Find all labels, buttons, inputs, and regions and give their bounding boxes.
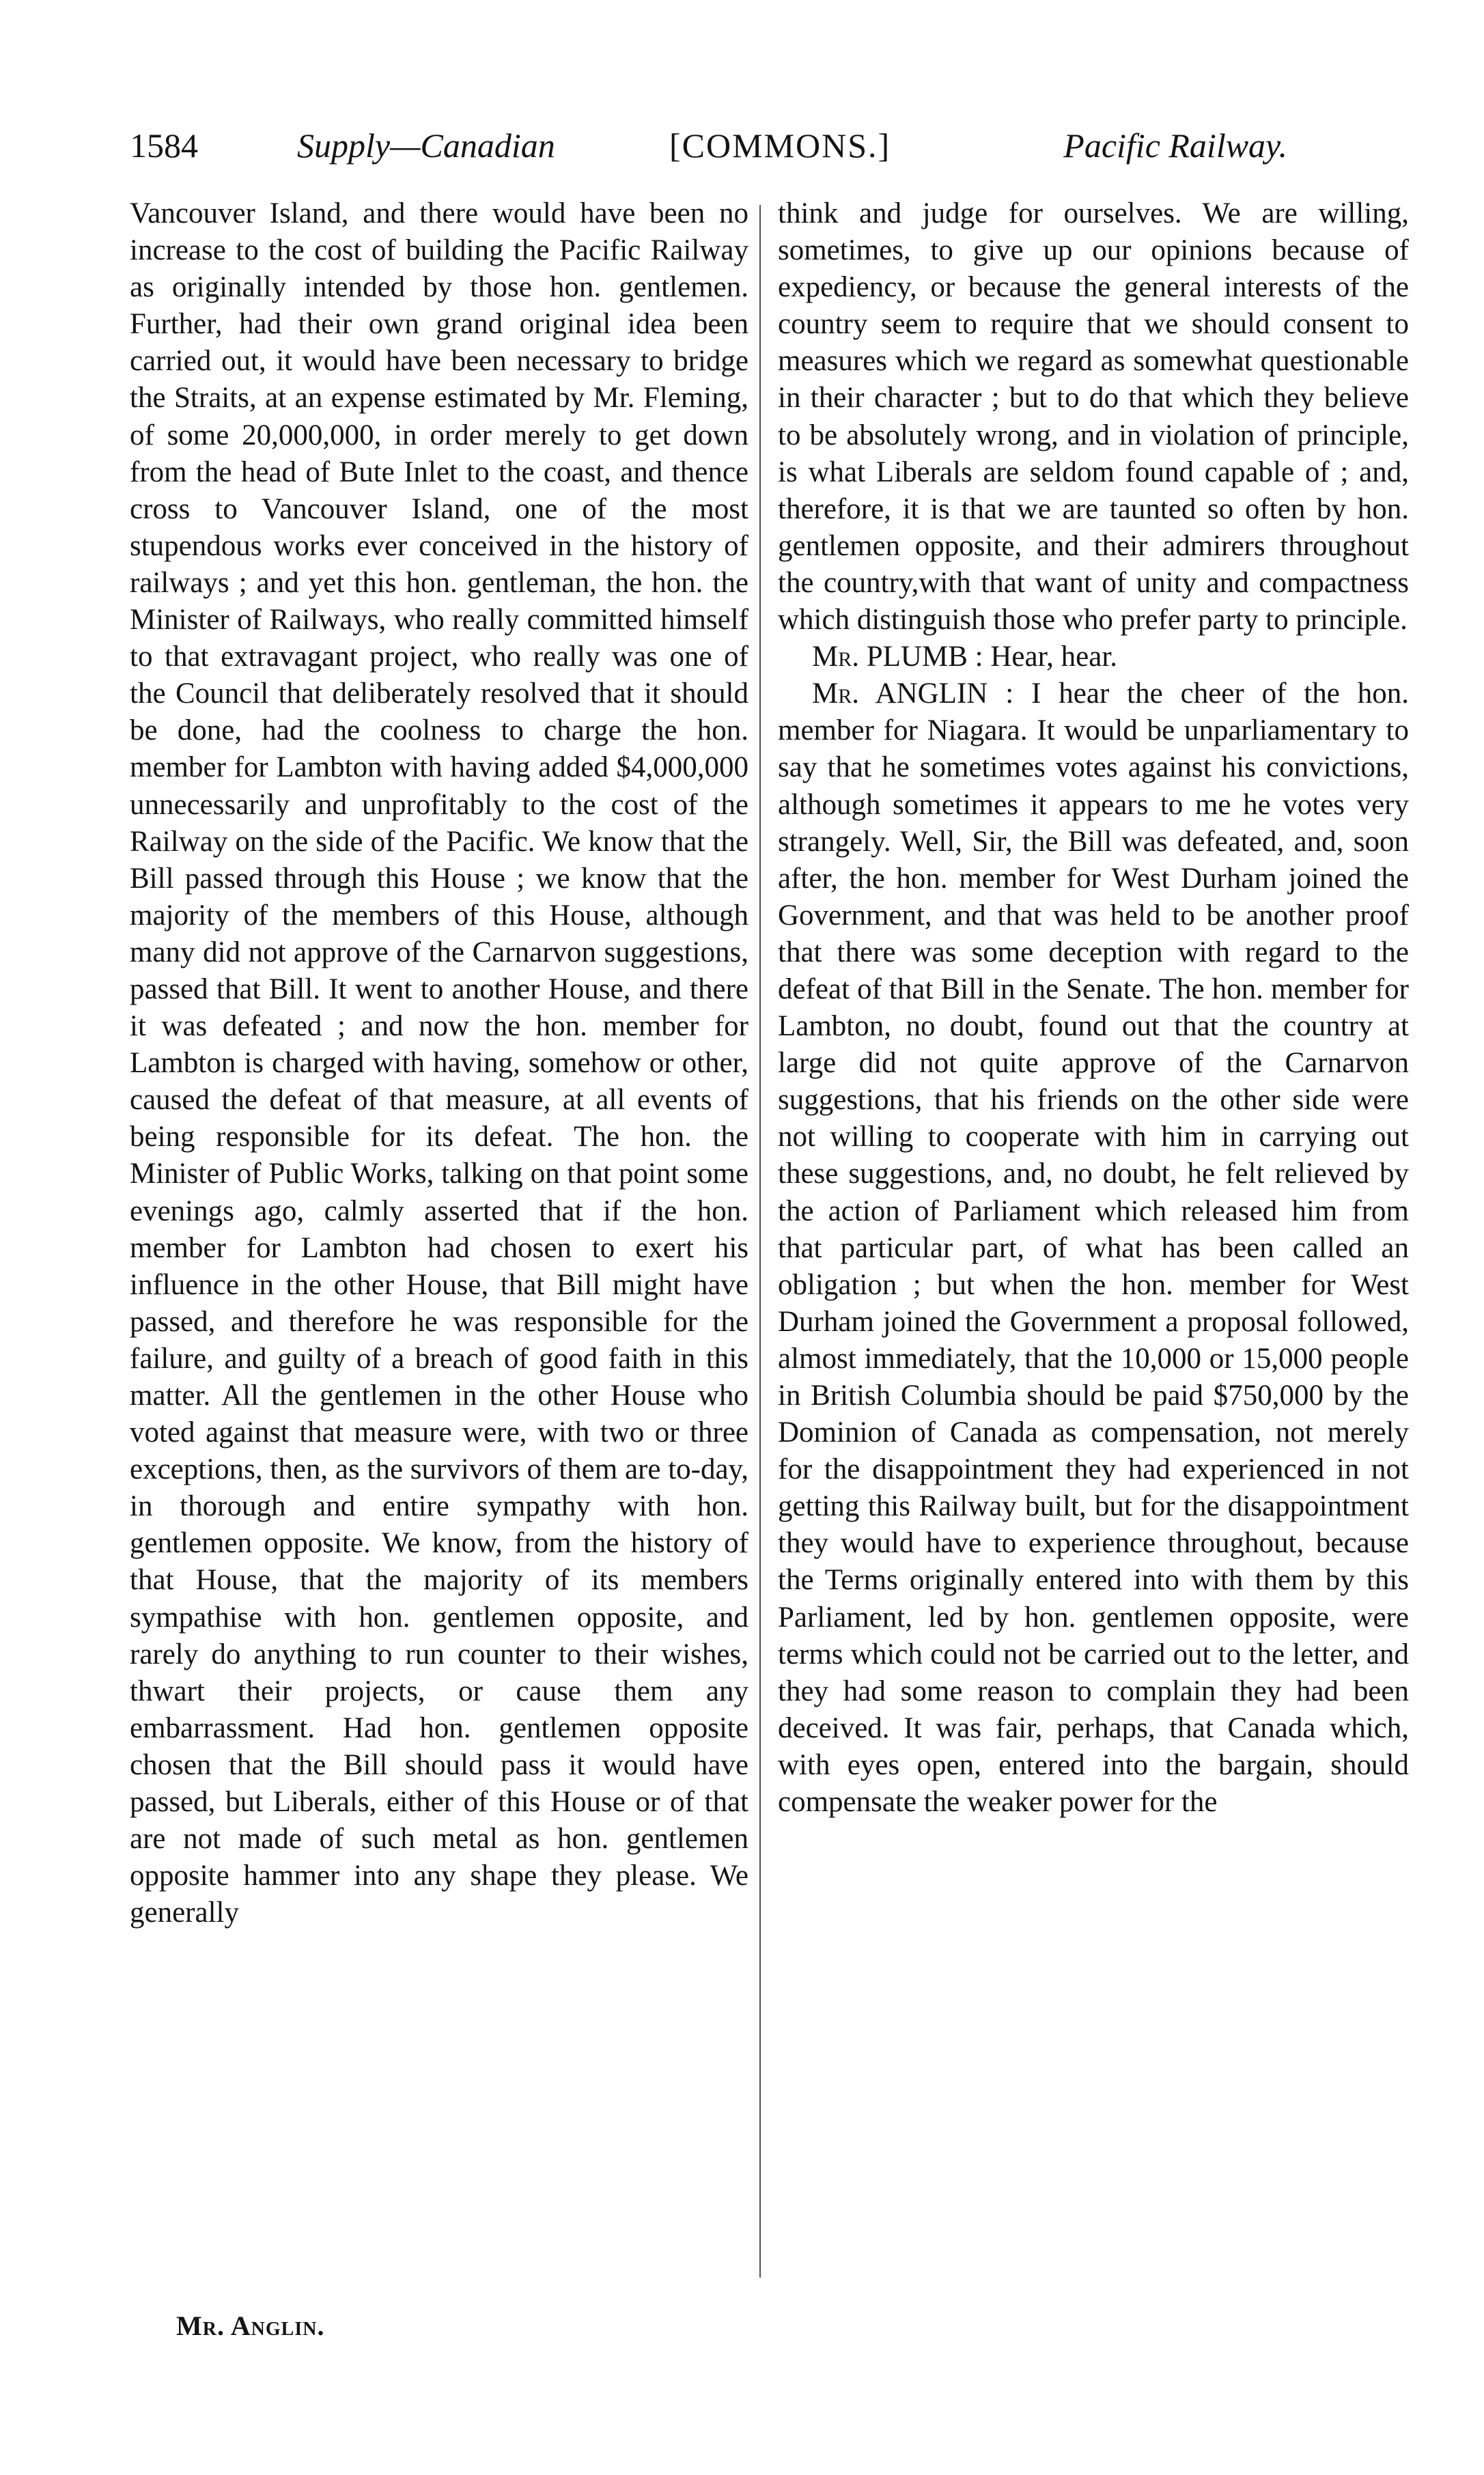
page-number: 1584 — [130, 126, 198, 165]
anglin-text: I hear the cheer of the hon. member for Niagara. It would be unparliamentary to say that he sometimes votes against his convictions, although sometimes it appears to me he votes very strangely. Well, Sir, the Bill was defeated, and, soon after, the hon. member for West Durham joined the Government, and that was held to be another proof that there was some deception with regard to the defeat of that Bill in the Senate. The hon. member for Lambton, no doubt, found out that the country at large did not quite approve of the Carnarvon suggestions, that his friends on the other side were not willing to cooperate with him in carrying out these suggestions, and, no doubt, he felt relieved by the action of Parliament which released him from that particular part, of what has been called an obligation ; but when the hon. member for West Durham joined the Government a proposal followed, almost immediately, that the 10,000 or 15,000 people in British Columbia should be paid $750,000 by the Dominion of Canada as compensation, not merely for the disappointment they had experienced in not getting this Railway built, but for the disappointment they would have to experience throughout, because the Terms originally entered into with them by this Parliament, led by hon. gentlemen opposite, were terms which could not be carried out to the letter, and they had some reason to complain they had been deceived. It was fair, perhaps, that Canada which, with eyes open, entered into the bargain, should compensate the weaker power for the — [778, 677, 1409, 1819]
header-left-title: Supply—Canadian — [297, 126, 555, 165]
page-header — [130, 122, 1287, 176]
left-paragraph-1: Vancouver Island, and there would have been no increase to the cost of building the Pacific Railway as originally intended by those hon. gentlemen. Further, had their own grand original idea been carried out, it would have been necessary to bridge the Straits, at an expense estimated by Mr. Fleming, of some 20,000,000, in order merely to get down from the head of Bute Inlet to the coast, and thence cross to Vancouver Island, one of the most stupendous works ever conceived in the history of railways ; and yet this hon. gentleman, the hon. the Minister of Railways, who really committed himself to that extravagant project, who really was one of the Council that deliberately resolved that it should be done, had the coolness to charge the hon. member for Lambton with having added $4,000,000 unnecessarily and unprofitably to the cost of the Railway on the side of the Pacific. We know that the Bill passed through this House ; we know that the majority of the members of this House, although many did not approve of the Carnarvon suggestions, passed that Bill. It went to another House, and there it was defeated ; and now the hon. member for Lambton is charged with having, somehow or other, caused the defeat of that measure, at all events of being responsible for its defeat. The hon. the Minister of Public Works, talking on that point some evenings ago, calmly asserted that if the hon. member for Lambton had chosen to exert his influence in the other House, that Bill might have passed, and therefore he was responsible for the failure, and guilty of a breach of good faith in this matter. All the gentlemen in the other House who voted against that measure were, with two or three exceptions, then, as the survivors of them are to-day, in thorough and entire sympathy with hon. gentlemen opposite. We know, from the history of that House, that the majority of its members sympathise with hon. gentlemen opposite, and rarely do anything to run counter to their wishes, thwart their projects, or cause them any embarrassment. Had hon. gentlemen opposite chosen that the Bill should pass it would have passed, but Liberals, either of this House or of that are not made of such metal as hon. gentlemen opposite hammer into any shape they please. We generally — [130, 197, 748, 1929]
footer-speaker-label: Mr. Anglin. — [176, 2310, 325, 2341]
plumb-interjection — [778, 639, 1409, 675]
plumb-text: Hear, hear. — [990, 641, 1118, 673]
left-column — [130, 195, 748, 1931]
column-divider — [759, 205, 761, 2278]
header-right-title: Pacific Railway. — [1063, 126, 1287, 165]
speaker-name-anglin: Mr. ANGLIN : — [812, 677, 1014, 710]
anglin-speech — [778, 675, 1409, 1821]
header-center-title: [COMMONS.] — [669, 126, 891, 165]
right-column — [778, 195, 1409, 1821]
right-paragraph-1: think and judge for ourselves. We are willing, sometimes, to give up our opinions because of expediency, or because the general interests of the country seem to require that we should consent to measures which we regard as somewhat questionable in their character ; but to do that which they believe to be absolutely wrong, and in violation of principle, is what Liberals are seldom found capable of ; and, therefore, it is that we are taunted so often by hon. gentlemen opposite, and their admirers throughout the country,with that want of unity and compactness which distinguish those who prefer party to principle. — [778, 197, 1409, 637]
speaker-name-plumb: Mr. PLUMB : — [812, 641, 983, 673]
